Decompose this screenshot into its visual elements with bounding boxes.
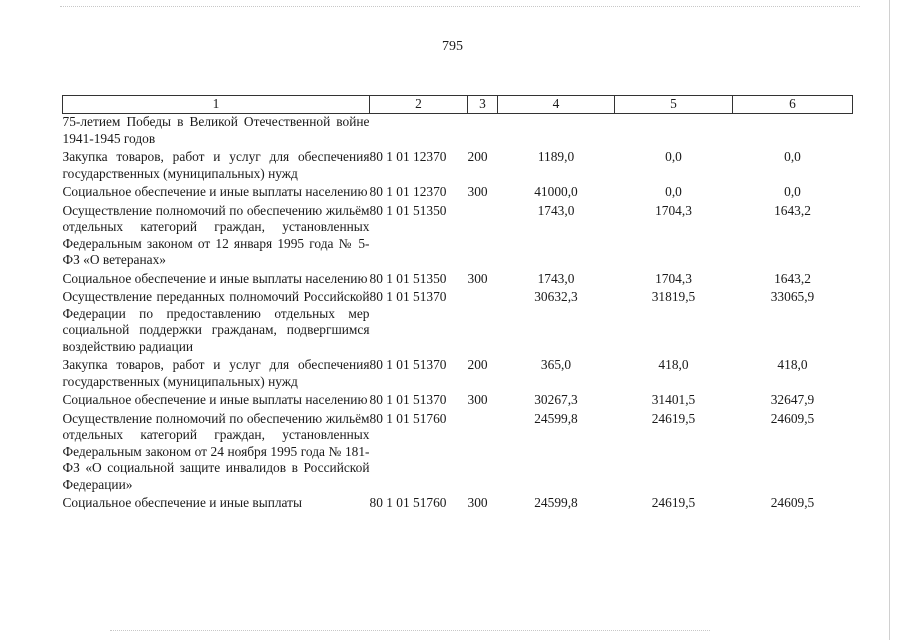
row-name: Осуществление полномочий по обеспечению жильём отдельных категорий граждан, установленных Федеральным законом от 12 января 1995 года № 5-ФЗ «О ветеранах» [62, 202, 370, 267]
row-value-col4: 30632,3 [534, 289, 578, 304]
table-row [63, 182, 853, 201]
table-row [63, 287, 853, 355]
row-value-col6: 0,0 [784, 149, 801, 164]
page-number: 795 [442, 39, 463, 54]
row-value-col4: 24599,8 [534, 495, 578, 510]
row-value-col6: 33065,9 [770, 289, 815, 304]
row-value-col4: 30267,3 [534, 392, 578, 407]
row-expense-type: 300 [467, 392, 488, 407]
row-expense-type: 200 [467, 357, 488, 372]
col-header-3: 3 [468, 96, 498, 114]
row-code: 80 1 01 51350 [369, 202, 447, 218]
table-body [63, 114, 853, 512]
page-edge [889, 0, 890, 640]
col-header-2: 2 [370, 96, 468, 114]
table-header-row [63, 96, 853, 114]
row-expense-type [468, 409, 498, 494]
row-expense-type [468, 287, 498, 355]
row-name: Закупка товаров, работ и услуг для обеспечения государственных (муниципальных) нужд [62, 357, 370, 389]
row-expense-type: 300 [467, 184, 488, 199]
row-value-col6: 1643,2 [774, 202, 811, 218]
row-value-col5: 31401,5 [651, 392, 696, 407]
table-row [63, 114, 853, 148]
row-name: Социальное обеспечение и иные выплаты населению [62, 270, 368, 286]
table-row [63, 269, 853, 288]
row-expense-type: 300 [467, 495, 488, 510]
col-header-1: 1 [63, 96, 370, 114]
table-row [63, 390, 853, 409]
row-value-col5: 24619,5 [651, 495, 696, 510]
row-value-col5 [615, 114, 733, 148]
scan-artifact-top [60, 6, 860, 8]
row-name: Осуществление переданных полномочий Российской Федерации по предоставлению отдельных мер социальной поддержки гражданам, подвергшимся воздействию радиации [62, 289, 370, 354]
row-value-col6: 0,0 [784, 184, 801, 199]
row-name: Закупка товаров, работ и услуг для обеспечения государственных (муниципальных) нужд [62, 149, 370, 181]
col-header-5: 5 [615, 96, 733, 114]
row-value-col4: 41000,0 [534, 184, 578, 199]
row-value-col5: 1704,3 [655, 270, 692, 286]
row-value-col4: 1743,0 [537, 202, 575, 218]
row-code: 80 1 01 51760 [369, 410, 447, 426]
table-row [63, 409, 853, 494]
row-expense-type: 300 [467, 270, 488, 286]
row-value-col5: 24619,5 [651, 410, 696, 426]
row-value-col4 [498, 114, 615, 148]
row-value-col6: 24609,5 [770, 495, 815, 510]
row-expense-type: 200 [467, 149, 488, 164]
row-code: 80 1 01 51370 [369, 289, 447, 304]
row-value-col4: 1189,0 [537, 149, 575, 164]
table-row [63, 147, 853, 182]
row-code [370, 114, 468, 148]
row-value-col5: 418,0 [658, 357, 689, 372]
row-code: 80 1 01 51370 [369, 357, 447, 372]
row-value-col4: 365,0 [540, 357, 572, 372]
row-value-col6: 1643,2 [774, 270, 811, 286]
row-value-col5: 0,0 [665, 149, 682, 164]
row-name: Социальное обеспечение и иные выплаты населению [62, 184, 368, 199]
col-header-4: 4 [498, 96, 615, 114]
row-value-col4: 1743,0 [537, 270, 575, 286]
row-name: Социальное обеспечение и иные выплаты населению [62, 392, 368, 407]
row-value-col6 [733, 114, 853, 148]
row-value-col5: 0,0 [665, 184, 682, 199]
row-name: Осуществление полномочий по обеспечению жильём отдельных категорий граждан, установленных Федеральным законом от 24 ноября 1995 года № 181-ФЗ «О социальной защите инвалидов в Российской Федерации» [62, 410, 370, 492]
row-name: Социальное обеспечение и иные выплаты [62, 495, 303, 510]
row-code: 80 1 01 12370 [369, 184, 447, 199]
row-value-col6: 418,0 [777, 357, 808, 372]
row-code: 80 1 01 51350 [369, 270, 447, 286]
row-value-col4: 24599,8 [534, 410, 578, 426]
row-expense-type [468, 201, 498, 269]
row-value-col6: 24609,5 [770, 410, 815, 426]
row-code: 80 1 01 51760 [369, 495, 447, 510]
row-value-col5: 31819,5 [651, 289, 696, 304]
row-code: 80 1 01 51370 [369, 392, 447, 407]
col-header-6: 6 [733, 96, 853, 114]
row-value-col5: 1704,3 [655, 202, 692, 218]
table-row [63, 493, 853, 512]
budget-table [62, 95, 853, 512]
table-row [63, 201, 853, 269]
row-code: 80 1 01 12370 [369, 149, 447, 164]
table-row [63, 355, 853, 390]
row-value-col6: 32647,9 [770, 392, 815, 407]
row-expense-type [468, 114, 498, 148]
scan-artifact-bottom [110, 630, 710, 632]
row-name: 75-летием Победы в Великой Отечественной войне 1941-1945 годов [62, 114, 370, 146]
